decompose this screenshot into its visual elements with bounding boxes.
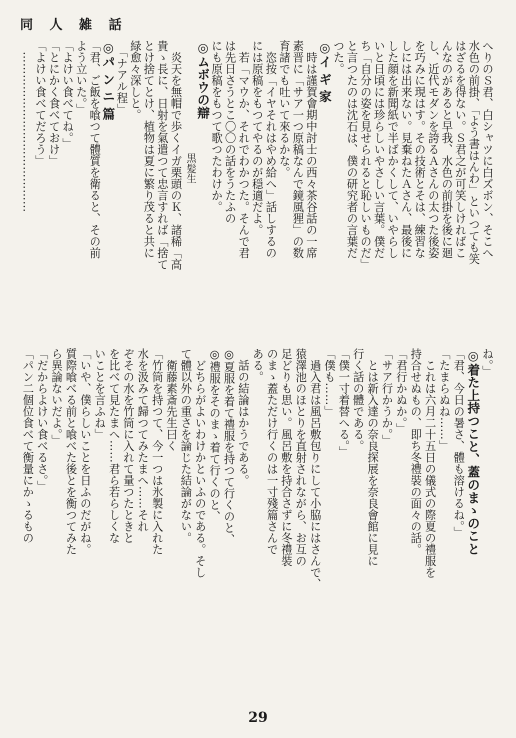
text-column: んなのがあると早我、水色の前掛を後に廻 xyxy=(440,40,454,259)
text-column: 「よけい食べてね。」 xyxy=(61,40,75,150)
text-column: 素晋に「サア一つ原稿なんで鏡風狸」の数 xyxy=(291,40,305,259)
text-column: どちらがよいわけかといふのである。そし xyxy=(193,348,207,578)
text-column: しには出来ない。見棄ねたＡさん、最後に xyxy=(399,40,413,259)
text-column: 「君行かぬか。」 xyxy=(394,348,408,435)
section-heading: ◎ムボウの辯 xyxy=(195,40,211,120)
text-column: 持合せぬもの、即ち冬禮裝の面々の話。 xyxy=(409,348,423,555)
text-column: 「僕一寸着替へる。」 xyxy=(337,348,351,458)
text-column: 行く話の體である。 xyxy=(351,348,365,452)
text-column: 水色の前掛、「よう書はんわ」といつても笑 xyxy=(467,40,481,265)
section-heading: ◎パ ン ニ 篇 xyxy=(100,40,116,121)
text-column: にも原稿をもつて歌つたわけか。 xyxy=(210,40,224,213)
section-heading: ◎イ ギ 家 xyxy=(317,40,333,104)
text-column: 「いや、僕らしいことを日ふのだがね。 xyxy=(78,348,92,555)
text-column: よう立いた。」 xyxy=(74,40,88,115)
text-column: つた。 xyxy=(332,40,345,75)
text-column: 衛藤素斎先生曰く xyxy=(164,348,178,452)
text-column: した顔を新聞紙で半ばかくして、いやらし xyxy=(386,40,400,259)
text-column: ね。」 xyxy=(480,348,494,377)
text-column: 「僕も……」 xyxy=(322,348,336,417)
text-column: 緑愈々深しと。 xyxy=(128,40,142,121)
text-column: 炎天を無帽で歩くイガ栗頭のＫ、諸稀「高 xyxy=(169,40,183,270)
text-column: 時は謹賀會期中討士の西々茶谷話の一席 xyxy=(304,40,318,259)
text-column: とけ捨てとけ、植物は夏に繁り茂ると共に xyxy=(142,40,156,259)
text-column: いことを言ふね」 xyxy=(93,348,107,440)
text-column: ち「自分の姿を見せられると恥しいものだ」 xyxy=(359,40,373,270)
text-column: と言つたのは沈石は、僕の研究者の言葉だ xyxy=(345,40,359,259)
text-column: ある。 xyxy=(251,348,265,383)
running-header: 同 人 雑 話 xyxy=(20,18,128,33)
text-column: 貴ゝ長に、日射を氣遣つて忠言すれば「捨て xyxy=(155,40,169,270)
text-column: 育諸でも吐いて來るかな。 xyxy=(277,40,291,178)
text-column: 「君、今日の暑さ、體も溶けるね。」 xyxy=(452,348,466,538)
text-column: とは新入達の奈良探展を奈良會館に見に xyxy=(366,348,380,567)
text-column: ◎禮服をそのまゝ着て行くのと、 xyxy=(208,348,222,523)
byline: 黒髪生 xyxy=(184,40,195,185)
text-column: 猿澤池のほとりを直射されながら、お互の xyxy=(294,348,308,567)
text-column: 「よけい食べてだろう」 xyxy=(34,40,47,167)
text-column: ◎夏服を着て禮服を持つて行くのと、 xyxy=(222,348,236,546)
text-column: を巧みに現はす。その技術とそは、練習な xyxy=(413,40,427,259)
page-number: 29 xyxy=(248,710,268,726)
text-column: …………………………………… xyxy=(20,40,34,213)
text-column: 若「マウか、それでわかつた。そんで君 xyxy=(237,40,251,259)
text-column: 質際喰べる前と喰べた後とを衡つてみた xyxy=(64,348,78,555)
text-column: いと日頃には珍らしいやさしい言葉。僕だ xyxy=(372,40,386,259)
text-column: 「君、ご飯を喰つて體質を衛ると、その前 xyxy=(88,40,102,259)
text-column: 「竹筒を持つて、今一つは氷製に入れた xyxy=(150,348,164,555)
text-column: はざるを得ない。Ｓ君之が可笑しければこ xyxy=(453,40,467,259)
section-heading: ◎着た上持つこと、蓋のまゝのこと xyxy=(465,348,481,556)
text-column: 「とにかく食べておけ」 xyxy=(47,40,61,167)
text-column: 話の結論はかうである。 xyxy=(236,348,250,486)
text-column: 恣按「イヤそれはやめ給へ」話しするの xyxy=(264,40,278,259)
text-column: ら異論ないだよ。」 xyxy=(50,348,64,446)
text-column: 「ナアル程」 xyxy=(115,40,129,115)
text-column: これは六月二十五日の儀式の際夏の禮服を xyxy=(423,348,437,578)
text-column: て體以外の重さを論じた結論がない。 xyxy=(179,348,193,544)
text-column: 「サア行かうか。」 xyxy=(380,348,394,446)
text-column: へりのＳ君、白シャツに白ズボン、そこへ xyxy=(481,40,494,259)
text-column: を比べて見たまへ……君ら若らしくな xyxy=(107,348,121,544)
text-column: のまゝ蓋ただけ行くのは一寸殘篇さんで xyxy=(265,348,279,555)
text-column: は先日さうとこ〇〇の話をうたふの xyxy=(223,40,237,224)
text-column: ぞその水を竹筒に入れて量つたときと xyxy=(121,348,135,544)
text-column: し、近代モダンを誇るＡさんの太つた後姿 xyxy=(426,40,440,259)
text-column: 水を汲みて歸つてみたまへ……それ xyxy=(136,348,150,532)
text-column: 足どりも思い。風呂敷を持合さずに冬禮裝 xyxy=(279,348,293,567)
text-column: 「だからよけい食べるさ。」 xyxy=(35,348,49,492)
text-column: 過入君は風呂敷包りにして小脇にはさんで、 xyxy=(308,348,322,590)
text-column: には原稿をもつてやるのが穏適だよ。 xyxy=(250,40,264,236)
text-column: 「パン二個位食べて衡量にかゝるもの xyxy=(21,348,35,544)
text-column: 「たまらぬね……」 xyxy=(437,348,451,452)
